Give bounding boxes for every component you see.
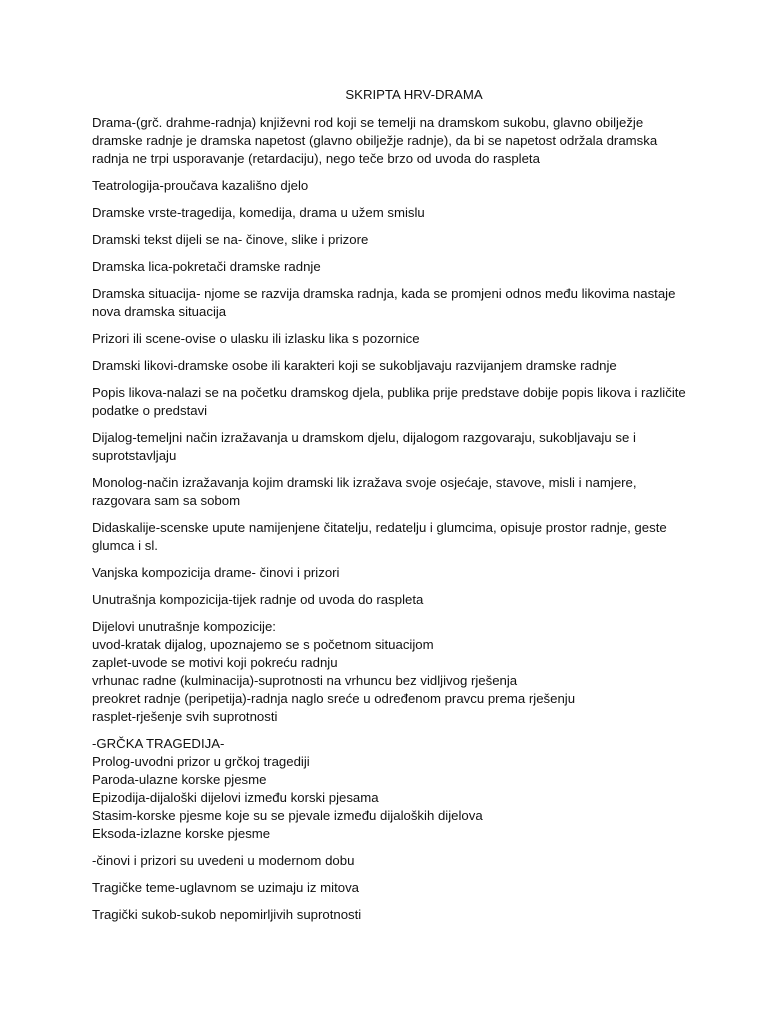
paragraph-grcka-tragedija: -GRČKA TRAGEDIJA- Prolog-uvodni prizor u grčkoj tragediji Paroda-ulazne korske pjesme Epizodija-dijaloški dijelovi između korski pjesama Stasim-korske pjesme koje su se pjevale između dijaloških dijelova Eksoda-izlazne korske pjesme	[92, 736, 483, 841]
paragraph-didaskalije: Didaskalije-scenske upute namijenjene čitatelju, redatelju i glumcima, opisuje prostor radnje, geste glumca i sl.	[92, 520, 667, 553]
paragraph-tragicke-teme: Tragičke teme-uglavnom se uzimaju iz mitova	[92, 880, 360, 895]
paragraph-drama: Drama-(grč. drahme-radnja) književni rod koji se temelji na dramskom sukobu, glavno obilježje dramske radnje je dramska napetost (glavno obilježje radnje), da bi se napetost održala dramska radnja ne trpi usporavanje (retardaciju), nego teče brzo od uvoda do raspleta	[92, 115, 658, 166]
paragraph-dijelovi-kompozicije: Dijelovi unutrašnje kompozicije: uvod-kratak dijalog, upoznajemo se s početnom situacijom zaplet-uvode se motivi koji pokreću radnju vrhunac radne (kulminacija)-suprotnosti na vrhuncu bez vidljivog rješenja preokret radnje (peripetija)-radnja naglo sreće u određenom pravcu prema rješenju rasplet-rješenje svih suprotnosti	[92, 619, 576, 724]
paragraph-vanjska-kompozicija: Vanjska kompozicija drame- činovi i prizori	[92, 565, 340, 580]
paragraph-dramski-likovi: Dramski likovi-dramske osobe ili karakteri koji se sukobljavaju razvijanjem dramske radnje	[92, 358, 617, 373]
paragraph-cinovi-prizori: -činovi i prizori su uvedeni u modernom dobu	[92, 853, 355, 868]
paragraph-dramska-situacija: Dramska situacija- njome se razvija dramska radnja, kada se promjeni odnos među likovima nastaje nova dramska situacija	[92, 286, 676, 319]
document-body	[92, 86, 692, 933]
paragraph-unutrasnja-kompozicija: Unutrašnja kompozicija-tijek radnje od uvoda do raspleta	[92, 592, 424, 607]
paragraph-popis-likova: Popis likova-nalazi se na početku dramskog djela, publika prije predstave dobije popis likova i različite podatke o predstavi	[92, 385, 686, 418]
paragraph-dijalog: Dijalog-temeljni način izražavanja u dramskom djelu, dijalogom razgovaraju, sukobljavaju se i suprotstavljaju	[92, 430, 636, 463]
paragraph-dramski-tekst: Dramski tekst dijeli se na- činove, slike i prizore	[92, 232, 369, 247]
paragraph-dramska-lica: Dramska lica-pokretači dramske radnje	[92, 259, 321, 274]
paragraph-dramske-vrste: Dramske vrste-tragedija, komedija, drama u užem smislu	[92, 205, 425, 220]
paragraph-monolog: Monolog-način izražavanja kojim dramski lik izražava svoje osjećaje, stavove, misli i namjere, razgovara sam sa sobom	[92, 475, 637, 508]
paragraph-prizori: Prizori ili scene-ovise o ulasku ili izlasku lika s pozornice	[92, 331, 420, 346]
paragraph-teatrologija: Teatrologija-proučava kazališno djelo	[92, 178, 309, 193]
document-title: SKRIPTA HRV-DRAMA	[345, 87, 483, 102]
paragraph-tragicki-sukob: Tragički sukob-sukob nepomirljivih suprotnosti	[92, 907, 362, 922]
